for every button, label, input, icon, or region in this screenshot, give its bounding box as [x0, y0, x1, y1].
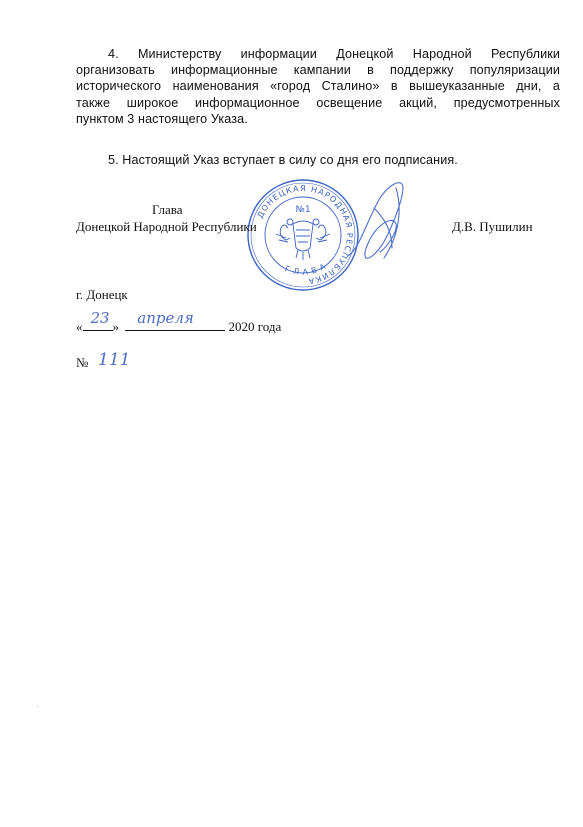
- date-line: [76, 309, 282, 335]
- document-number: 111: [98, 350, 131, 370]
- paragraph-4-line: исторического наименования «город Сталино» в вышеуказанные дни, а: [76, 79, 560, 94]
- date-month-blank: [125, 309, 225, 331]
- paragraph-4-line: также широкое информационное освещение акций, предусмотренных: [76, 95, 560, 110]
- double-headed-eagle-icon: [276, 219, 330, 260]
- signatory-organization: Донецкой Народной Республики: [76, 219, 257, 234]
- date-day: 23: [90, 309, 110, 327]
- paragraph-4: [76, 46, 560, 127]
- scan-speck: [37, 706, 38, 707]
- paragraph-4-line: 4. Министерству информации Донецкой Народной Республики: [108, 47, 560, 61]
- paragraph-4-line: организовать информационные кампании в поддержку популяризации: [76, 63, 560, 78]
- date-close-quote: »: [112, 319, 119, 334]
- stamp-number: №1: [295, 205, 311, 215]
- date-open-quote: «: [76, 319, 83, 334]
- signatory-title: Глава: [152, 202, 183, 217]
- date-year: 2020 года: [228, 319, 282, 334]
- date-day-blank: [83, 309, 113, 331]
- paragraph-5-text: 5. Настоящий Указ вступает в силу со дня его подписания.: [108, 153, 458, 167]
- signer-name: Д.В. Пушилин: [452, 219, 533, 234]
- document-number-line: [76, 350, 131, 371]
- date-month: апреля: [137, 309, 194, 327]
- stamp-ring-text: ДОНЕЦКАЯ НАРОДНАЯ РЕСПУБЛИКА: [255, 183, 355, 286]
- paragraph-4-line: пунктом 3 настоящего Указа.: [76, 111, 248, 126]
- paragraph-5: [76, 152, 560, 168]
- number-label: №: [76, 355, 89, 370]
- stamp-bottom-text: ГЛАВА: [283, 260, 331, 277]
- city: г. Донецк: [76, 287, 128, 302]
- handwritten-signature: [340, 178, 420, 268]
